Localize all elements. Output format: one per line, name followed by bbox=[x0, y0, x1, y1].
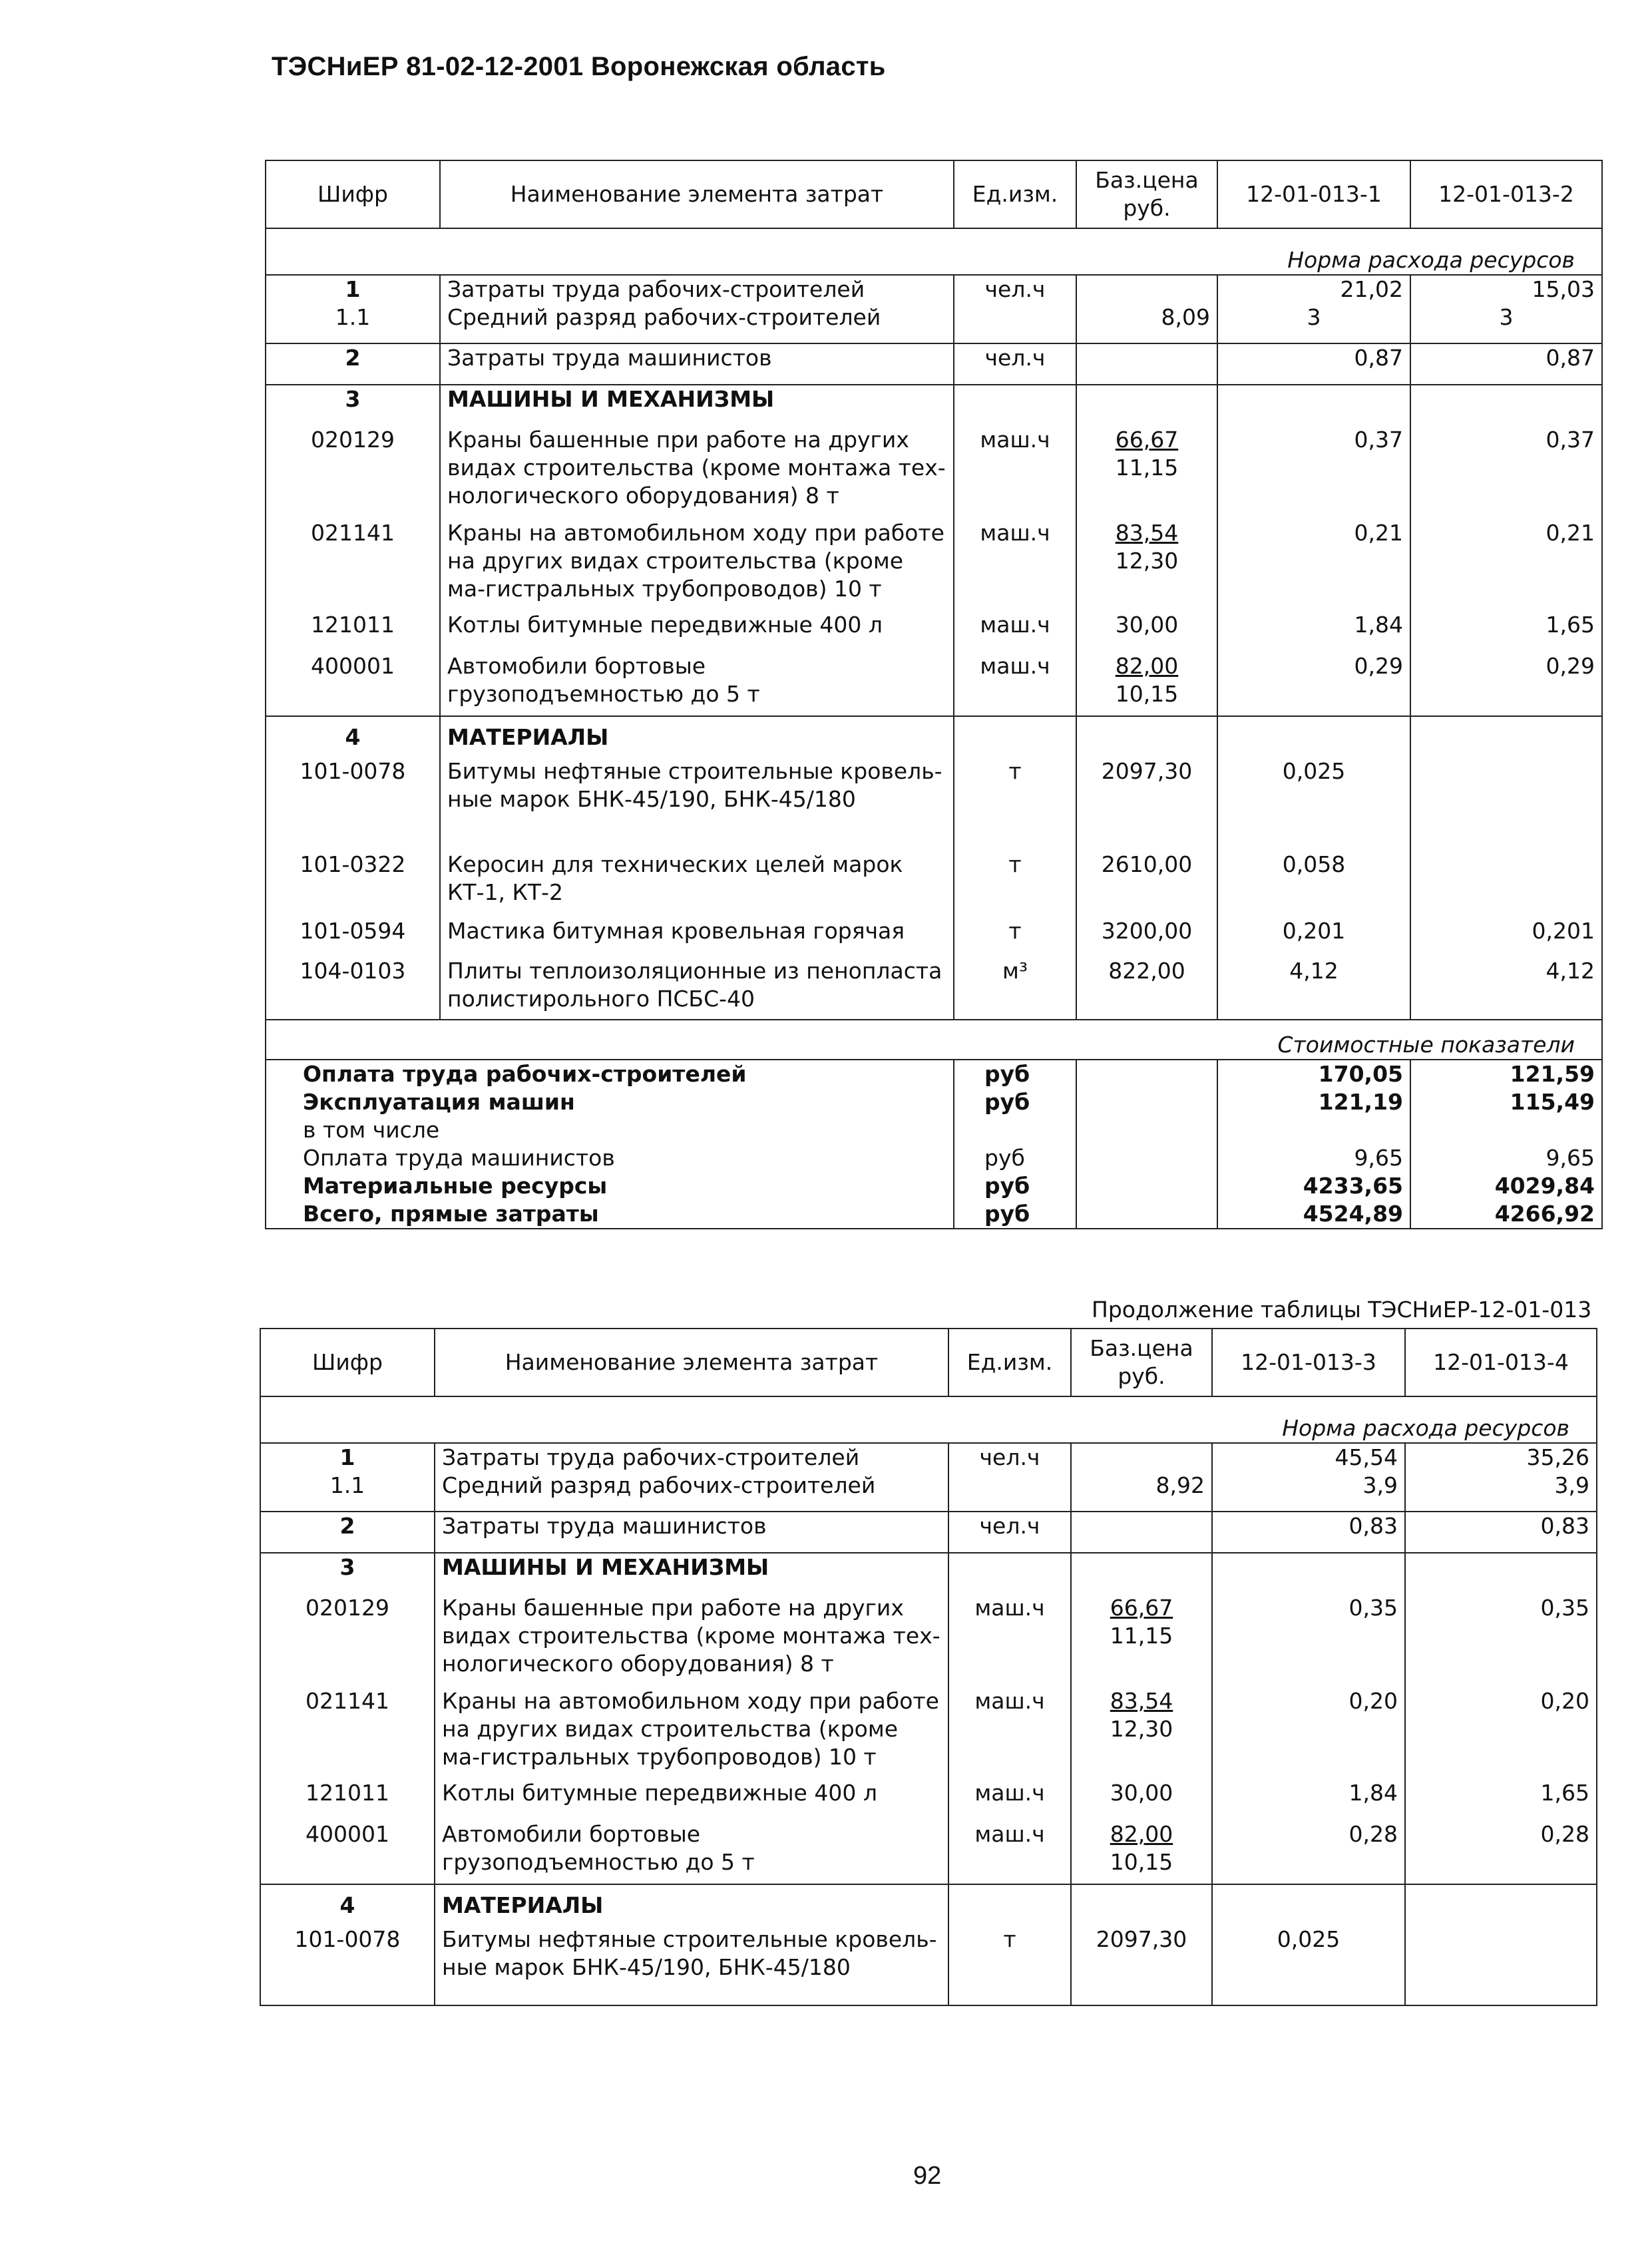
summary-value-b: 121,59 bbox=[1410, 1060, 1602, 1088]
row-value-a: 0,21 bbox=[1217, 519, 1410, 611]
row-value-b: 0,29 bbox=[1410, 652, 1602, 716]
row-price bbox=[1076, 426, 1217, 519]
row-code: 101-0322 bbox=[266, 851, 440, 917]
table-row bbox=[266, 275, 1602, 304]
col-header-code: Шифр bbox=[266, 160, 440, 228]
norm-label: Норма расхода ресурсов bbox=[266, 228, 1602, 275]
table-row bbox=[260, 1443, 1597, 1472]
table-row bbox=[266, 611, 1602, 652]
resource-table-1 bbox=[265, 160, 1603, 1229]
row-code: 020129 bbox=[266, 426, 440, 519]
row-unit: т bbox=[948, 1926, 1071, 2005]
section-title: МАШИНЫ И МЕХАНИЗМЫ bbox=[440, 385, 954, 426]
summary-unit: руб bbox=[954, 1172, 1076, 1200]
row-price: 30,00 bbox=[1071, 1779, 1212, 1820]
summary-label: Оплата труда рабочих-строителей bbox=[266, 1060, 954, 1088]
col-header-code: Шифр bbox=[260, 1329, 435, 1396]
table-row bbox=[266, 304, 1602, 343]
row-value-b: 1,65 bbox=[1405, 1779, 1597, 1820]
resource-table-2 bbox=[260, 1328, 1597, 2006]
row-name: Битумы нефтяные строительные кровель-ные марок БНК-45/190, БНК-45/180 bbox=[440, 757, 954, 851]
row-value-b bbox=[1410, 757, 1602, 851]
summary-unit: руб bbox=[954, 1088, 1076, 1116]
price-labor: 10,15 bbox=[1110, 1849, 1173, 1875]
summary-value-a: 121,19 bbox=[1217, 1088, 1410, 1116]
row-code: 2 bbox=[266, 343, 440, 385]
table-row bbox=[260, 1926, 1597, 2005]
col-header-unit: Ед.изм. bbox=[954, 160, 1076, 228]
row-price bbox=[1071, 1512, 1212, 1553]
table-row bbox=[260, 1779, 1597, 1820]
summary-label: Всего, прямые затраты bbox=[266, 1200, 954, 1229]
row-code: 021141 bbox=[266, 519, 440, 611]
row-code: 121011 bbox=[266, 611, 440, 652]
table-row bbox=[266, 343, 1602, 385]
summary-unit: руб bbox=[954, 1060, 1076, 1088]
summary-value-a: 170,05 bbox=[1217, 1060, 1410, 1088]
row-price bbox=[1071, 1820, 1212, 1884]
page-title: ТЭСНиЕР 81-02-12-2001 Воронежская область bbox=[272, 52, 886, 81]
row-value-a: 45,54 bbox=[1212, 1443, 1405, 1472]
norm-label: Норма расхода ресурсов bbox=[260, 1396, 1597, 1443]
row-code: 1.1 bbox=[260, 1472, 435, 1512]
row-unit: маш.ч bbox=[948, 1820, 1071, 1884]
summary-row bbox=[266, 1116, 1602, 1144]
row-value-b: 4,12 bbox=[1410, 957, 1602, 1020]
section-row bbox=[260, 1884, 1597, 1926]
summary-value-b: 4029,84 bbox=[1410, 1172, 1602, 1200]
row-code: 1.1 bbox=[266, 304, 440, 343]
price-base: 82,00 bbox=[1115, 653, 1179, 679]
row-name: Краны на автомобильном ходу при работе на других видах строительства (кроме ма-гистральных трубопроводов) 10 т bbox=[435, 1687, 948, 1779]
row-unit: т bbox=[954, 917, 1076, 957]
row-name: Затраты труда рабочих-строителей bbox=[435, 1443, 948, 1472]
summary-value-a: 9,65 bbox=[1217, 1144, 1410, 1172]
row-unit: т bbox=[954, 757, 1076, 851]
continuation-title: Продолжение таблицы ТЭСНиЕР-12-01-013 bbox=[1092, 1297, 1592, 1323]
summary-label: Эксплуатация машин bbox=[266, 1088, 954, 1116]
norm-row bbox=[266, 228, 1602, 275]
table-row bbox=[266, 426, 1602, 519]
row-name: Керосин для технических целей марок КТ-1, КТ-2 bbox=[440, 851, 954, 917]
price-labor: 10,15 bbox=[1115, 681, 1179, 707]
row-unit: маш.ч bbox=[948, 1779, 1071, 1820]
table-header-row bbox=[266, 160, 1602, 228]
row-name: Краны на автомобильном ходу при работе на других видах строительства (кроме ма-гистральных трубопроводов) 10 т bbox=[440, 519, 954, 611]
table-row bbox=[266, 917, 1602, 957]
table-row bbox=[260, 1594, 1597, 1687]
row-value-b: 0,35 bbox=[1405, 1594, 1597, 1687]
row-value-b bbox=[1410, 851, 1602, 917]
row-name: Котлы битумные передвижные 400 л bbox=[435, 1779, 948, 1820]
col-header-unit: Ед.изм. bbox=[948, 1329, 1071, 1396]
row-value-a: 3 bbox=[1217, 304, 1410, 343]
page-number: 92 bbox=[913, 2162, 942, 2190]
row-value-b: 0,28 bbox=[1405, 1820, 1597, 1884]
row-value-a: 0,201 bbox=[1217, 917, 1410, 957]
row-unit: маш.ч bbox=[954, 519, 1076, 611]
row-value-a: 21,02 bbox=[1217, 275, 1410, 304]
row-value-a: 0,20 bbox=[1212, 1687, 1405, 1779]
price-base: 66,67 bbox=[1115, 427, 1179, 453]
col-header-b: 12-01-013-4 bbox=[1405, 1329, 1597, 1396]
row-unit bbox=[954, 304, 1076, 343]
row-price: 2097,30 bbox=[1071, 1926, 1212, 2005]
row-code: 400001 bbox=[266, 652, 440, 716]
row-unit bbox=[948, 1472, 1071, 1512]
row-name: Мастика битумная кровельная горячая bbox=[440, 917, 954, 957]
row-code: 3 bbox=[260, 1553, 435, 1594]
summary-row bbox=[266, 1172, 1602, 1200]
summary-row bbox=[266, 1144, 1602, 1172]
row-value-a: 0,83 bbox=[1212, 1512, 1405, 1553]
section-title: МАТЕРИАЛЫ bbox=[440, 716, 954, 757]
row-unit: маш.ч bbox=[948, 1687, 1071, 1779]
row-price bbox=[1076, 519, 1217, 611]
row-value-a: 0,87 bbox=[1217, 343, 1410, 385]
row-unit: м³ bbox=[954, 957, 1076, 1020]
price-labor: 11,15 bbox=[1115, 455, 1179, 481]
summary-row bbox=[266, 1200, 1602, 1229]
row-unit: т bbox=[954, 851, 1076, 917]
summary-unit: руб bbox=[954, 1144, 1076, 1172]
col-header-a: 12-01-013-1 bbox=[1217, 160, 1410, 228]
row-name: Краны башенные при работе на других видах строительства (кроме монтажа тех-нологического оборудования) 8 т bbox=[435, 1594, 948, 1687]
row-value-b: 35,26 bbox=[1405, 1443, 1597, 1472]
row-code: 020129 bbox=[260, 1594, 435, 1687]
row-value-a: 0,025 bbox=[1217, 757, 1410, 851]
row-price: 3200,00 bbox=[1076, 917, 1217, 957]
row-price: 822,00 bbox=[1076, 957, 1217, 1020]
row-unit: маш.ч bbox=[954, 426, 1076, 519]
row-code: 121011 bbox=[260, 1779, 435, 1820]
price-labor: 11,15 bbox=[1110, 1623, 1173, 1649]
cost-label: Стоимостные показатели bbox=[266, 1020, 1602, 1060]
row-value-a: 0,025 bbox=[1212, 1926, 1405, 2005]
row-price bbox=[1076, 343, 1217, 385]
row-unit: чел.ч bbox=[954, 343, 1076, 385]
row-value-b: 3 bbox=[1410, 304, 1602, 343]
price-labor: 12,30 bbox=[1115, 548, 1179, 574]
col-header-b: 12-01-013-2 bbox=[1410, 160, 1602, 228]
row-value-b: 0,37 bbox=[1410, 426, 1602, 519]
row-name: Средний разряд рабочих-строителей bbox=[435, 1472, 948, 1512]
row-value-b: 15,03 bbox=[1410, 275, 1602, 304]
col-header-name: Наименование элемента затрат bbox=[440, 160, 954, 228]
row-value-a: 1,84 bbox=[1212, 1779, 1405, 1820]
row-value-b: 0,20 bbox=[1405, 1687, 1597, 1779]
norm-row bbox=[260, 1396, 1597, 1443]
row-value-a: 3,9 bbox=[1212, 1472, 1405, 1512]
col-header-price: Баз.цена руб. bbox=[1071, 1329, 1212, 1396]
summary-value-b: 4266,92 bbox=[1410, 1200, 1602, 1229]
summary-row bbox=[266, 1088, 1602, 1116]
table-row bbox=[266, 652, 1602, 716]
row-name: Автомобили бортовые грузоподъемностью до 5 т bbox=[440, 652, 954, 716]
summary-label: в том числе bbox=[266, 1116, 954, 1144]
row-price bbox=[1071, 1687, 1212, 1779]
row-price bbox=[1071, 1594, 1212, 1687]
summary-value-a: 4524,89 bbox=[1217, 1200, 1410, 1229]
row-code: 101-0594 bbox=[266, 917, 440, 957]
row-value-b: 0,201 bbox=[1410, 917, 1602, 957]
row-value-a: 0,058 bbox=[1217, 851, 1410, 917]
row-code: 1 bbox=[266, 275, 440, 304]
section-title: МАШИНЫ И МЕХАНИЗМЫ bbox=[435, 1553, 948, 1594]
price-base: 66,67 bbox=[1110, 1595, 1173, 1621]
row-value-b: 0,21 bbox=[1410, 519, 1602, 611]
table-row bbox=[260, 1512, 1597, 1553]
row-code: 4 bbox=[260, 1884, 435, 1926]
table-row bbox=[260, 1820, 1597, 1884]
row-name: Битумы нефтяные строительные кровель-ные марок БНК-45/190, БНК-45/180 bbox=[435, 1926, 948, 2005]
summary-value-b: 115,49 bbox=[1410, 1088, 1602, 1116]
row-name: Плиты теплоизоляционные из пенопласта полистирольного ПСБС-40 bbox=[440, 957, 954, 1020]
price-labor: 12,30 bbox=[1110, 1716, 1173, 1742]
row-code: 021141 bbox=[260, 1687, 435, 1779]
row-name: Затраты труда машинистов bbox=[440, 343, 954, 385]
row-code: 4 bbox=[266, 716, 440, 757]
row-price: 8,92 bbox=[1071, 1472, 1212, 1512]
table-row bbox=[266, 519, 1602, 611]
cost-row bbox=[266, 1020, 1602, 1060]
row-name: Краны башенные при работе на других видах строительства (кроме монтажа тех-нологического оборудования) 8 т bbox=[440, 426, 954, 519]
row-value-a: 0,29 bbox=[1217, 652, 1410, 716]
summary-value-b: 9,65 bbox=[1410, 1144, 1602, 1172]
row-unit: маш.ч bbox=[954, 652, 1076, 716]
row-code: 101-0078 bbox=[260, 1926, 435, 2005]
row-code: 104-0103 bbox=[266, 957, 440, 1020]
row-unit: маш.ч bbox=[954, 611, 1076, 652]
row-name: Затраты труда рабочих-строителей bbox=[440, 275, 954, 304]
row-value-b bbox=[1405, 1926, 1597, 2005]
row-unit: чел.ч bbox=[954, 275, 1076, 304]
row-price bbox=[1071, 1443, 1212, 1472]
price-base: 83,54 bbox=[1115, 520, 1179, 546]
row-code: 1 bbox=[260, 1443, 435, 1472]
row-code: 3 bbox=[266, 385, 440, 426]
row-value-b: 0,83 bbox=[1405, 1512, 1597, 1553]
row-name: Котлы битумные передвижные 400 л bbox=[440, 611, 954, 652]
summary-label: Материальные ресурсы bbox=[266, 1172, 954, 1200]
row-value-b: 3,9 bbox=[1405, 1472, 1597, 1512]
row-price: 2097,30 bbox=[1076, 757, 1217, 851]
row-price: 30,00 bbox=[1076, 611, 1217, 652]
row-value-b: 1,65 bbox=[1410, 611, 1602, 652]
table-header-row bbox=[260, 1329, 1597, 1396]
summary-label: Оплата труда машинистов bbox=[266, 1144, 954, 1172]
summary-unit: руб bbox=[954, 1200, 1076, 1229]
price-base: 83,54 bbox=[1110, 1688, 1173, 1714]
section-row bbox=[260, 1553, 1597, 1594]
row-unit: маш.ч bbox=[948, 1594, 1071, 1687]
row-value-a: 0,37 bbox=[1217, 426, 1410, 519]
table-row bbox=[266, 851, 1602, 917]
row-name: Средний разряд рабочих-строителей bbox=[440, 304, 954, 343]
row-code: 400001 bbox=[260, 1820, 435, 1884]
summary-row bbox=[266, 1060, 1602, 1088]
table-row bbox=[260, 1687, 1597, 1779]
row-value-a: 4,12 bbox=[1217, 957, 1410, 1020]
table-row bbox=[266, 957, 1602, 1020]
price-base: 82,00 bbox=[1110, 1821, 1173, 1847]
col-header-name: Наименование элемента затрат bbox=[435, 1329, 948, 1396]
row-price bbox=[1076, 652, 1217, 716]
row-code: 101-0078 bbox=[266, 757, 440, 851]
col-header-a: 12-01-013-3 bbox=[1212, 1329, 1405, 1396]
row-value-a: 1,84 bbox=[1217, 611, 1410, 652]
section-row bbox=[266, 385, 1602, 426]
table-row bbox=[266, 757, 1602, 851]
row-code: 2 bbox=[260, 1512, 435, 1553]
row-unit: чел.ч bbox=[948, 1512, 1071, 1553]
row-price: 2610,00 bbox=[1076, 851, 1217, 917]
row-name: Автомобили бортовые грузоподъемностью до 5 т bbox=[435, 1820, 948, 1884]
row-value-a: 0,35 bbox=[1212, 1594, 1405, 1687]
table-row bbox=[260, 1472, 1597, 1512]
summary-value-a: 4233,65 bbox=[1217, 1172, 1410, 1200]
col-header-price: Баз.цена руб. bbox=[1076, 160, 1217, 228]
row-unit: чел.ч bbox=[948, 1443, 1071, 1472]
section-row bbox=[266, 716, 1602, 757]
row-value-a: 0,28 bbox=[1212, 1820, 1405, 1884]
row-price: 8,09 bbox=[1076, 304, 1217, 343]
section-title: МАТЕРИАЛЫ bbox=[435, 1884, 948, 1926]
row-price bbox=[1076, 275, 1217, 304]
row-name: Затраты труда машинистов bbox=[435, 1512, 948, 1553]
row-value-b: 0,87 bbox=[1410, 343, 1602, 385]
